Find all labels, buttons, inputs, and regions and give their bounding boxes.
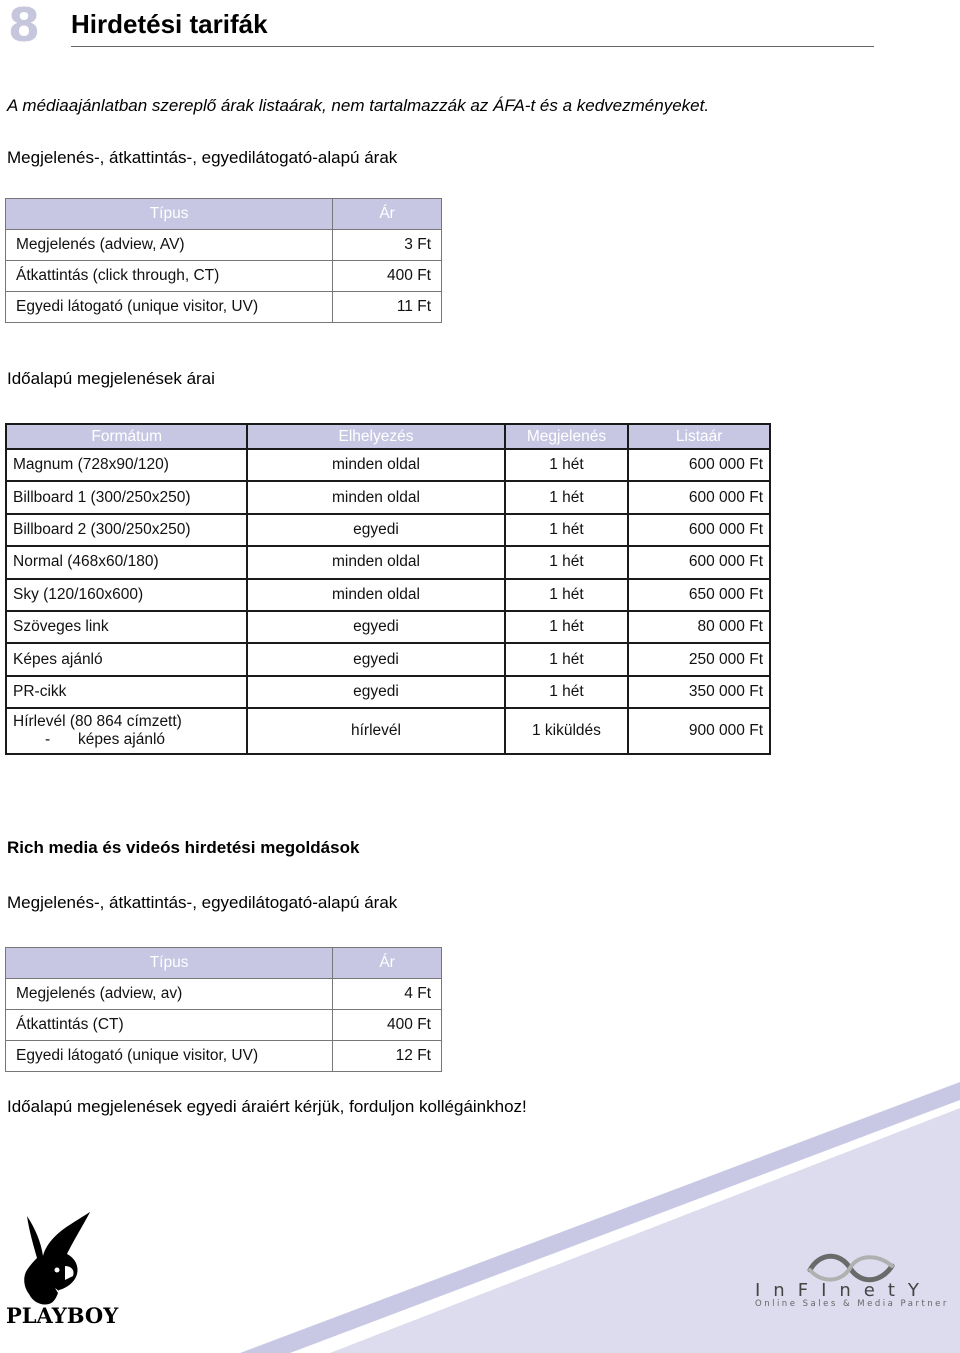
cell-type: Megjelenés (adview, av)	[6, 979, 333, 1010]
table-header-row	[6, 948, 442, 979]
cell-placement: hírlevél	[247, 708, 504, 754]
cell-appearance: 1 hét	[505, 449, 629, 481]
cell-price: 12 Ft	[333, 1041, 442, 1072]
cell-placement: minden oldal	[247, 481, 504, 513]
cell-placement: egyedi	[247, 514, 504, 546]
table-row	[6, 611, 770, 643]
chapter-number: 8	[8, 0, 41, 52]
cell-format: Sky (120/160x600)	[6, 579, 247, 611]
cell-appearance: 1 hét	[505, 481, 629, 513]
cell-type: Egyedi látogató (unique visitor, UV)	[6, 1041, 333, 1072]
footer-note: Időalapú megjelenések egyedi áraiért kérjük, forduljon kollégáinkhoz!	[7, 1097, 527, 1116]
column-header-list-price: Listaár	[628, 424, 770, 449]
cell-type: Átkattintás (CT)	[6, 1010, 333, 1041]
table-row	[6, 708, 770, 754]
table-row	[6, 579, 770, 611]
sub-item-label: képes ajánló	[78, 731, 166, 749]
section1-heading: Megjelenés-, átkattintás-, egyedilátogató-alapú árak	[7, 148, 398, 167]
cell-type: Egyedi látogató (unique visitor, UV)	[6, 292, 333, 323]
cell-placement: egyedi	[247, 643, 504, 675]
section3-subheading: Megjelenés-, átkattintás-, egyedilátogató-alapú árak	[7, 893, 398, 912]
table-row	[6, 514, 770, 546]
cell-price: 600 000 Ft	[628, 481, 770, 513]
cell-placement: egyedi	[247, 611, 504, 643]
column-header-format: Formátum	[6, 424, 247, 449]
table-row	[6, 292, 442, 323]
cell-price: 3 Ft	[333, 230, 442, 261]
section3-heading: Rich media és videós hirdetési megoldások	[7, 838, 360, 857]
column-header-price: Ár	[333, 199, 442, 230]
cell-format-sub	[13, 731, 240, 749]
playboy-wordmark: PLAYBOY	[6, 1303, 119, 1328]
column-header-placement: Elhelyezés	[247, 424, 504, 449]
price-table-rich-media	[5, 947, 442, 1072]
cell-format	[6, 708, 247, 754]
cell-placement: minden oldal	[247, 449, 504, 481]
cell-price: 400 Ft	[333, 261, 442, 292]
cell-price: 900 000 Ft	[628, 708, 770, 754]
cell-format: Normal (468x60/180)	[6, 546, 247, 578]
table-header-row	[6, 199, 442, 230]
infinety-wordmark: InFInetY	[755, 1280, 932, 1301]
table-header-row	[6, 424, 770, 449]
cell-price: 600 000 Ft	[628, 546, 770, 578]
sub-item-dash: -	[45, 731, 51, 749]
cell-placement: minden oldal	[247, 546, 504, 578]
cell-appearance: 1 kiküldés	[505, 708, 629, 754]
cell-appearance: 1 hét	[505, 643, 629, 675]
section2-heading: Időalapú megjelenések árai	[7, 369, 215, 388]
cell-format: Magnum (728x90/120)	[6, 449, 247, 481]
cell-format: Billboard 2 (300/250x250)	[6, 514, 247, 546]
decorative-stripe	[0, 1060, 960, 1353]
table-row	[6, 449, 770, 481]
table-row	[6, 261, 442, 292]
column-header-price: Ár	[333, 948, 442, 979]
cell-price: 350 000 Ft	[628, 676, 770, 708]
cell-appearance: 1 hét	[505, 514, 629, 546]
cell-format: Szöveges link	[6, 611, 247, 643]
table-row	[6, 979, 442, 1010]
cell-price: 600 000 Ft	[628, 449, 770, 481]
price-table-time-based	[5, 423, 771, 755]
cell-price: 4 Ft	[333, 979, 442, 1010]
cell-price: 400 Ft	[333, 1010, 442, 1041]
table-row	[6, 230, 442, 261]
title-divider	[71, 46, 874, 47]
cell-price: 11 Ft	[333, 292, 442, 323]
table-row	[6, 1010, 442, 1041]
column-header-type: Típus	[6, 199, 333, 230]
page-title: Hirdetési tarifák	[71, 9, 268, 39]
infinety-tagline: Online Sales & Media Partner	[755, 1299, 949, 1309]
table-row	[6, 676, 770, 708]
cell-appearance: 1 hét	[505, 676, 629, 708]
cell-placement: egyedi	[247, 676, 504, 708]
column-header-type: Típus	[6, 948, 333, 979]
cell-format: Billboard 1 (300/250x250)	[6, 481, 247, 513]
table-row	[6, 643, 770, 675]
price-note: A médiaajánlatban szereplő árak listaárak, nem tartalmazzák az ÁFA-t és a kedvezményeket.	[7, 96, 710, 115]
table-row	[6, 546, 770, 578]
column-header-appearance: Megjelenés	[505, 424, 629, 449]
cell-price: 650 000 Ft	[628, 579, 770, 611]
price-table-basic	[5, 198, 442, 323]
cell-format: Képes ajánló	[6, 643, 247, 675]
cell-appearance: 1 hét	[505, 579, 629, 611]
cell-format: PR-cikk	[6, 676, 247, 708]
cell-type: Megjelenés (adview, AV)	[6, 230, 333, 261]
cell-appearance: 1 hét	[505, 546, 629, 578]
cell-price: 600 000 Ft	[628, 514, 770, 546]
cell-placement: minden oldal	[247, 579, 504, 611]
cell-price: 250 000 Ft	[628, 643, 770, 675]
table-row	[6, 481, 770, 513]
cell-type: Átkattintás (click through, CT)	[6, 261, 333, 292]
cell-appearance: 1 hét	[505, 611, 629, 643]
cell-price: 80 000 Ft	[628, 611, 770, 643]
cell-format-main: Hírlevél (80 864 címzett)	[13, 713, 182, 731]
